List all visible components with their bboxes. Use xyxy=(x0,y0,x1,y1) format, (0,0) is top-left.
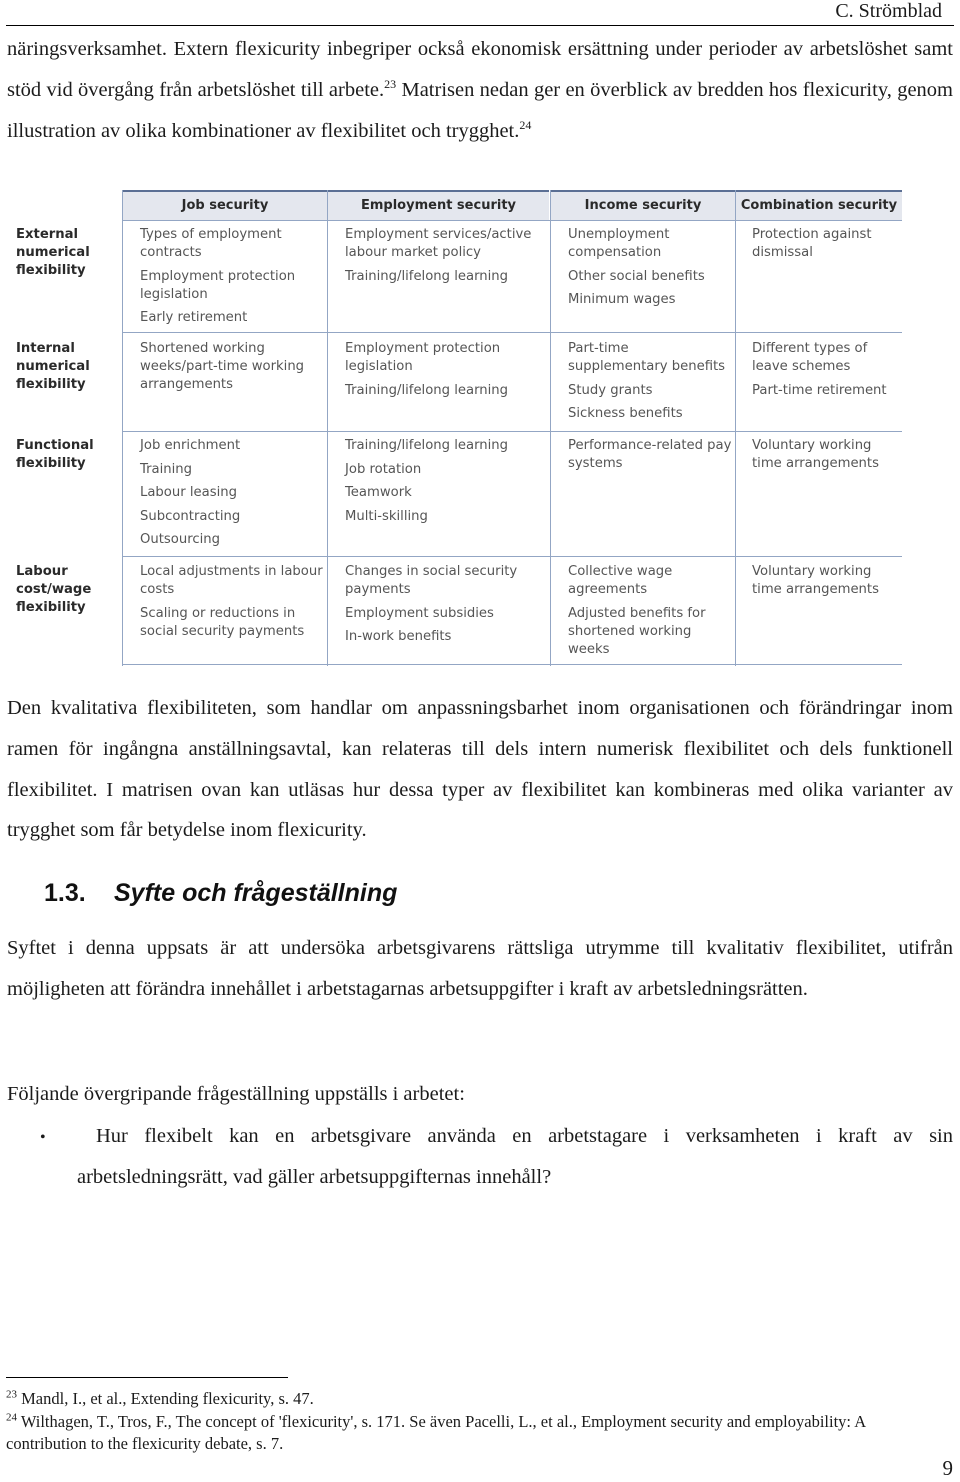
col-header-income-security: Income security xyxy=(551,190,735,220)
col-header-job-security: Job security xyxy=(123,190,327,220)
cell-item: Employment protection legislation xyxy=(345,341,501,374)
cell-item: Employment services/active labour market policy xyxy=(345,227,532,260)
footnote-23 xyxy=(6,1388,906,1410)
intro-text-1: näringsverksamhet. Extern flexicurity inbegriper också ekonomisk ersättning under perioder av arbetslöshet samt stöd vid övergång från arbetslöshet till arbete. xyxy=(7,38,953,101)
cell-item: Study grants xyxy=(568,382,653,398)
cell-r3-income xyxy=(568,437,732,479)
cell-r4-income xyxy=(568,563,732,664)
cell-item: Outsourcing xyxy=(140,532,220,548)
cell-r4-combination xyxy=(752,563,900,605)
section-title: Syfte och frågeställning xyxy=(114,879,398,907)
cell-item: Other social benefits xyxy=(568,268,705,284)
cell-r2-income xyxy=(568,340,732,429)
cell-r1-income xyxy=(568,226,732,315)
cell-item: Subcontracting xyxy=(140,508,241,524)
cell-r2-job xyxy=(140,340,325,400)
flexicurity-matrix xyxy=(16,190,902,666)
cell-item: Training/lifelong learning xyxy=(345,438,509,453)
cell-item: Local adjustments in labour costs xyxy=(140,564,323,597)
research-question: Hur flexibelt kan en arbetsgivare använda en arbetstagare i verksamheten i kraft av sin arbetsledningsrätt, vad gäller arbetsuppgifternas innehåll? xyxy=(77,1125,953,1188)
col-header-employment-security: Employment security xyxy=(328,190,549,220)
cell-item: Training/lifelong learning xyxy=(345,382,509,398)
cell-r4-job xyxy=(140,563,325,646)
cell-item: Early retirement xyxy=(140,310,248,326)
grid-hline xyxy=(122,556,902,557)
cell-item: Collective wage agreements xyxy=(568,564,673,597)
grid-hline xyxy=(122,664,902,665)
footnote-number: 24 xyxy=(6,1411,17,1424)
paragraph-purpose: Syftet i denna uppsats är att undersöka arbetsgivarens rättsliga utrymme till kvalitativ flexibilitet, utifrån möjligheten att förändra innehållet i arbetstagarnas arbetsuppgifter i kraft av arbetsledningsrätten. xyxy=(7,937,953,1000)
cell-item: Scaling or reductions in social security payments xyxy=(140,605,305,639)
col-header-combination-security: Combination security xyxy=(736,190,902,220)
cell-r3-employment xyxy=(345,437,545,531)
row-label-external-numerical: External numerical flexibility xyxy=(16,227,90,278)
row-label-functional: Functional flexibility xyxy=(16,438,94,471)
cell-r1-employment xyxy=(345,226,545,291)
cell-item: Voluntary working time arrangements xyxy=(752,564,879,597)
section-number: 1.3. xyxy=(44,879,86,907)
footnote-text: Mandl, I., et al., Extending flexicurity, s. 47. xyxy=(21,1389,314,1408)
cell-item: Different types of leave schemes xyxy=(752,341,868,374)
page-number: 9 xyxy=(942,1456,953,1480)
cell-item: Job enrichment xyxy=(140,438,241,453)
cell-item: Teamwork xyxy=(345,485,412,501)
section-heading xyxy=(44,879,397,908)
cell-item: Voluntary working time arrangements xyxy=(752,438,879,471)
cell-item: Shortened working weeks/part-time working arrangements xyxy=(140,341,305,392)
cell-r3-job xyxy=(140,437,325,555)
paragraph-qualitative-flexibility: Den kvalitativa flexibiliteten, som handlar om anpassningsbarhet inom organisationen och förändringar inom ramen för ingångna anställningsavtal, kan relateras till dels intern numerisk flexibilitet och dels funktionell flexibilitet. I matrisen ovan kan utläsas hur dessa typer av flexibilitet kan kombineras med olika varianter av trygghet som får betydelse inom flexicurity. xyxy=(7,697,953,842)
row-label-labour-cost-wage: Labour cost/wage flexibility xyxy=(16,564,92,615)
cell-item: Job rotation xyxy=(345,461,422,477)
cell-r2-employment xyxy=(345,340,545,405)
cell-item: Types of employment contracts xyxy=(140,227,282,260)
cell-item: Minimum wages xyxy=(568,292,676,308)
cell-item: Training/lifelong learning xyxy=(345,268,509,284)
footnote-text: Wilthagen, T., Tros, F., The concept of 'flexicurity', s. 171. Se även Pacelli, L., et al., Employment security and employability: A contribution to the flexicurity debate, s. 7. xyxy=(6,1412,866,1453)
cell-item: Labour leasing xyxy=(140,485,237,501)
cell-item: Protection against dismissal xyxy=(752,227,872,260)
cell-item: Changes in social security payments xyxy=(345,564,518,597)
grid-vline xyxy=(327,190,328,666)
cell-item: Multi-skilling xyxy=(345,508,428,524)
grid-hline xyxy=(122,431,902,432)
paragraph-question-intro: Följande övergripande frågeställning uppställs i arbetet: xyxy=(7,1083,465,1105)
running-header-author: C. Strömblad xyxy=(835,0,942,22)
cell-item: Employment protection legislation xyxy=(140,268,296,302)
cell-r1-combination xyxy=(752,226,900,268)
cell-item: In-work benefits xyxy=(345,629,452,645)
cell-r4-employment xyxy=(345,563,545,652)
footnote-ref-23[interactable]: 23 xyxy=(384,76,397,91)
cell-item: Part-time supplementary benefits xyxy=(568,341,726,374)
cell-item: Performance-related pay systems xyxy=(568,438,732,471)
grid-vline xyxy=(550,190,551,666)
grid-hline xyxy=(122,220,902,221)
row-label-internal-numerical: Internal numerical flexibility xyxy=(16,341,90,392)
footnote-separator xyxy=(6,1377,288,1378)
cell-item: Employment subsidies xyxy=(345,605,494,621)
footnote-ref-24[interactable]: 24 xyxy=(519,117,532,132)
cell-item: Adjusted benefits for shortened working weeks xyxy=(568,605,706,657)
cell-r2-combination xyxy=(752,340,900,405)
intro-paragraph xyxy=(7,29,953,151)
footnote-number: 23 xyxy=(6,1388,17,1401)
grid-vline xyxy=(735,190,736,666)
cell-r3-combination xyxy=(752,437,900,479)
cell-item: Training xyxy=(140,461,193,477)
cell-item: Sickness benefits xyxy=(568,406,683,422)
cell-item: Unemployment compensation xyxy=(568,227,670,260)
cell-item: Part-time retirement xyxy=(752,382,887,398)
cell-r1-job xyxy=(140,226,325,333)
intro-text-2: Matrisen nedan ger en överblick av bredden hos flexicurity, genom illustration av olika kombinationer av flexibilitet och trygghet. xyxy=(7,78,953,142)
header-rule xyxy=(6,25,954,26)
grid-vline xyxy=(122,190,123,666)
bullet-marker: • xyxy=(40,1129,46,1146)
footnote-24 xyxy=(6,1411,906,1455)
